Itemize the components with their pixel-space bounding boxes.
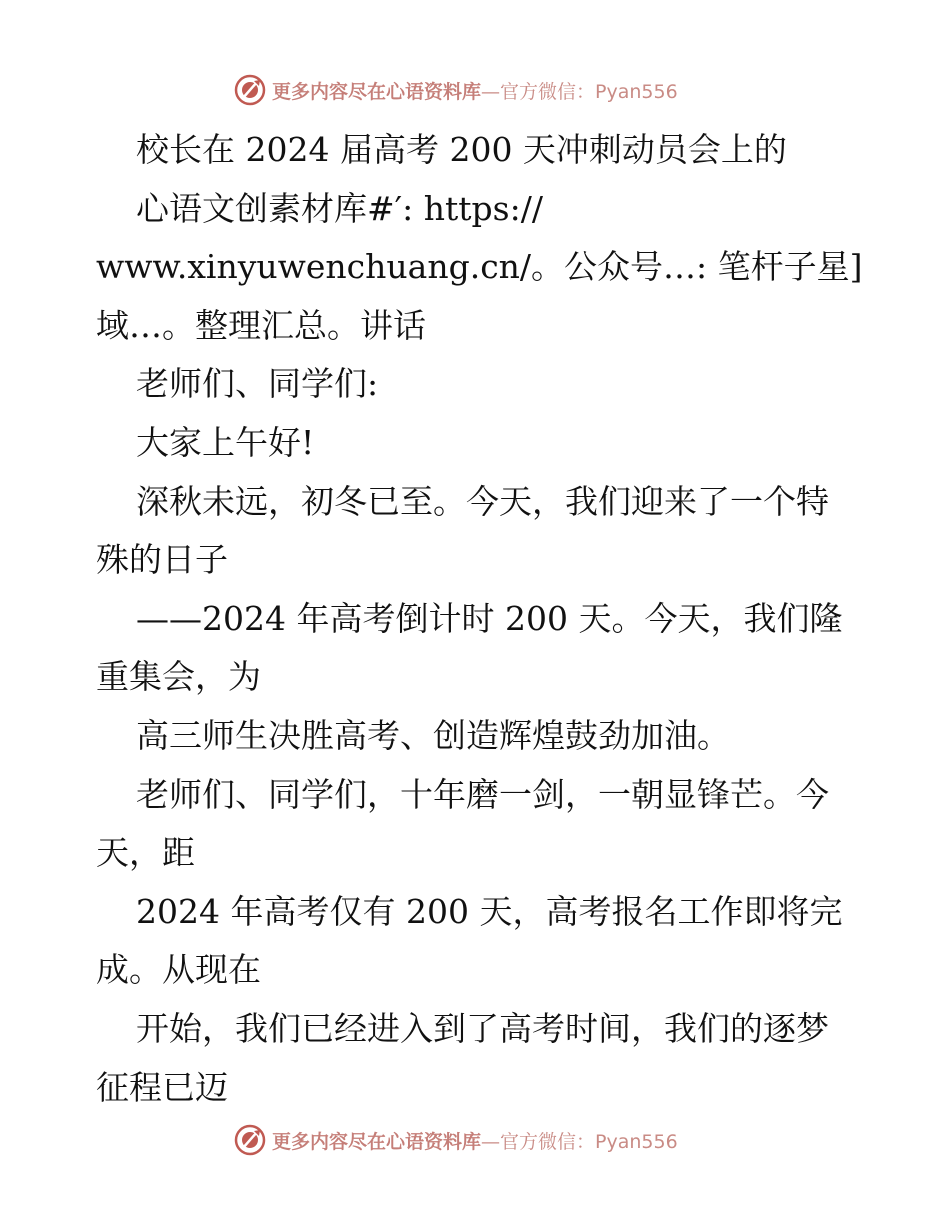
text-line: 校长在 2024 届高考 200 天冲刺动员会上的 — [136, 130, 787, 169]
text-line: 大家上午好! — [136, 422, 315, 462]
document-body — [96, 121, 863, 1117]
text-line: 成。从现在 — [96, 950, 261, 990]
text-line: 殊的日子 — [96, 540, 228, 580]
text-line: 征程已迈 — [96, 1067, 228, 1107]
logo-icon — [234, 1124, 266, 1156]
text-line: 心语文创素材库#′: https:// — [136, 188, 543, 228]
watermark-account-label: 官方微信： — [500, 1130, 596, 1153]
watermark-dash: — — [481, 80, 501, 103]
text-line: 天，距 — [96, 833, 195, 873]
watermark-text — [272, 1127, 678, 1154]
text-line: 老师们、同学们，十年磨一剑，一朝显锋芒。今 — [136, 774, 829, 814]
logo-icon — [234, 74, 266, 106]
watermark-banner-top — [234, 72, 678, 108]
watermark-text — [272, 77, 678, 104]
watermark-account-id: Pyan556 — [595, 80, 678, 103]
text-line: 域…。整理汇总。讲话 — [96, 305, 426, 345]
text-line: 深秋未远，初冬已至。今天，我们迎来了一个特 — [136, 481, 829, 521]
watermark-banner-bottom — [234, 1122, 678, 1158]
text-line: 老师们、同学们: — [136, 364, 379, 404]
watermark-dash: — — [481, 1130, 501, 1153]
text-line: www.xinyuwenchuang.cn/。公众号…: 笔杆子星] — [96, 247, 863, 287]
text-line: ——2024 年高考倒计时 200 天。今天，我们隆 — [136, 598, 843, 638]
text-line: 重集会，为 — [96, 657, 261, 697]
watermark-account-id: Pyan556 — [595, 1130, 678, 1153]
watermark-lead: 更多内容尽在心语资料库 — [272, 1130, 482, 1153]
text-line: 开始，我们已经进入到了高考时间，我们的逐梦 — [136, 1008, 829, 1048]
watermark-account-label: 官方微信： — [500, 80, 596, 103]
text-line: 2024 年高考仅有 200 天，高考报名工作即将完 — [136, 891, 843, 931]
watermark-lead: 更多内容尽在心语资料库 — [272, 80, 482, 103]
text-line: 高三师生决胜高考、创造辉煌鼓劲加油。 — [136, 715, 730, 755]
